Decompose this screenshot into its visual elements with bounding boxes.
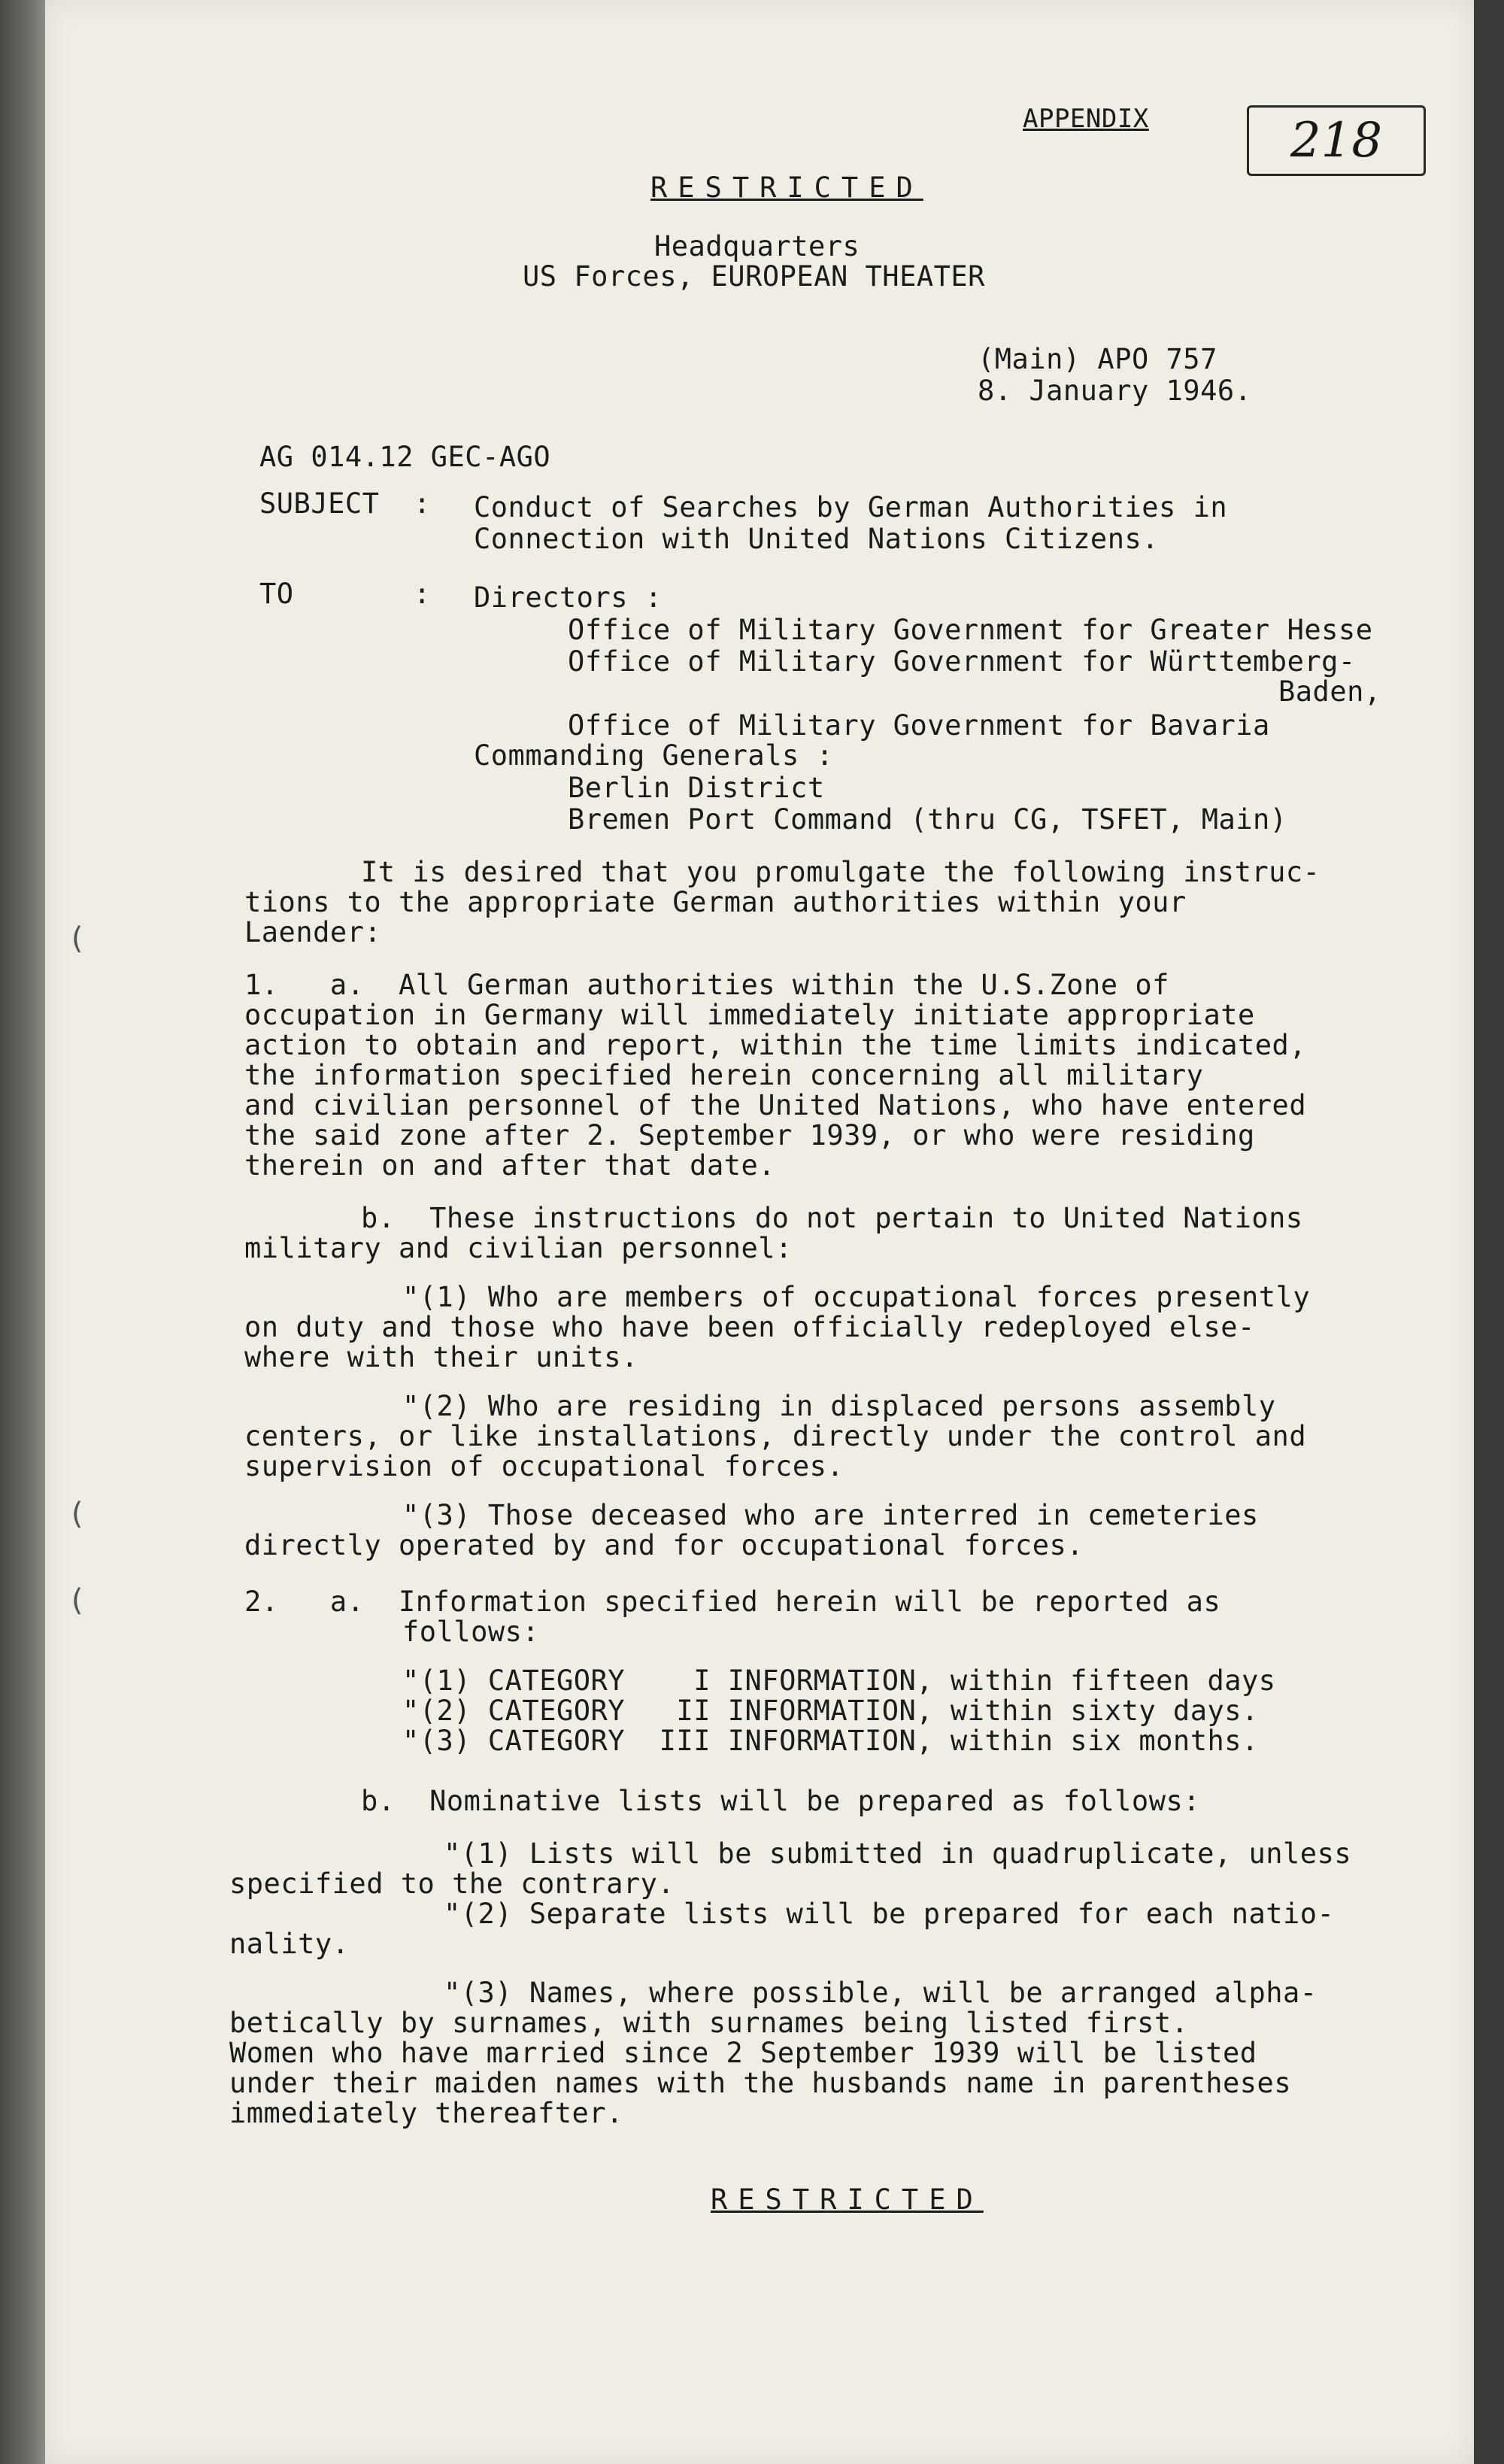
- para-1a-line: the information specified herein concerning all military: [244, 1059, 1204, 1091]
- classification-top: RESTRICTED: [650, 171, 923, 204]
- category-line: "(2) CATEGORY II INFORMATION, within sixty days.: [402, 1695, 1259, 1727]
- para-1b2-line: supervision of occupational forces.: [244, 1450, 844, 1482]
- para-1b-line: military and civilian personnel:: [244, 1232, 793, 1264]
- para-2b-line: immediately thereafter.: [229, 2097, 623, 2129]
- para-1a-line: therein on and after that date.: [244, 1149, 776, 1182]
- memo-date: 8. January 1946.: [978, 375, 1252, 407]
- classification-bottom: RESTRICTED: [711, 2183, 984, 2216]
- hq-line2: US Forces, EUROPEAN THEATER: [523, 260, 985, 293]
- document-page: [45, 0, 1474, 2464]
- para-1b1-line: where with their units.: [244, 1341, 638, 1373]
- to-label: TO :: [259, 578, 431, 610]
- para-2b-line: nality.: [229, 1928, 350, 1960]
- recipient-line: Baden,: [1278, 675, 1381, 708]
- para-2b-line: b. Nominative lists will be prepared as follows:: [361, 1785, 1201, 1817]
- recipient-line: Directors :: [474, 581, 663, 614]
- file-reference: AG 014.12 GEC-AGO: [259, 441, 551, 473]
- binding-edge: [0, 0, 45, 2464]
- para-1b3-line: directly operated by and for occupational forces.: [244, 1529, 1084, 1561]
- category-line: "(1) CATEGORY I INFORMATION, within fifteen days: [402, 1664, 1276, 1697]
- para-2b-line: "(3) Names, where possible, will be arranged alpha-: [444, 1977, 1318, 2009]
- intro-line: It is desired that you promulgate the following instruc-: [361, 856, 1321, 888]
- para-2a-line: 2. a. Information specified herein will be reported as: [244, 1586, 1221, 1618]
- punch-hole-mark: (: [68, 921, 86, 956]
- para-2b-line: "(1) Lists will be submitted in quadruplicate, unless: [444, 1837, 1352, 1870]
- apo-line: (Main) APO 757: [978, 343, 1217, 375]
- recipient-line: Commanding Generals :: [474, 739, 834, 772]
- para-2b-line: "(2) Separate lists will be prepared for each natio-: [444, 1898, 1335, 1930]
- para-2b-line: under their maiden names with the husbands name in parentheses: [229, 2067, 1292, 2099]
- para-1a-line: and civilian personnel of the United Nations, who have entered: [244, 1089, 1307, 1121]
- para-1a-line: action to obtain and report, within the time limits indicated,: [244, 1029, 1307, 1061]
- intro-line: Laender:: [244, 916, 382, 948]
- recipient-line: Office of Military Government for Württemberg-: [568, 645, 1356, 678]
- para-1a-line: occupation in Germany will immediately initiate appropriate: [244, 999, 1255, 1031]
- para-1b2-line: centers, or like installations, directly under the control and: [244, 1420, 1307, 1452]
- para-1a-line: 1. a. All German authorities within the U.S.Zone of: [244, 969, 1169, 1001]
- recipient-line: Office of Military Government for Greater Hesse: [568, 614, 1373, 646]
- punch-hole-mark: (: [68, 1497, 86, 1531]
- punch-hole-mark: (: [68, 1583, 86, 1618]
- subject-line2: Connection with United Nations Citizens.: [474, 523, 1160, 555]
- para-2b-line: betically by surnames, with surnames being listed first.: [229, 2007, 1189, 2039]
- category-line: "(3) CATEGORY III INFORMATION, within six months.: [402, 1725, 1259, 1757]
- para-1b2-line: "(2) Who are residing in displaced persons assembly: [402, 1390, 1276, 1422]
- para-1b-line: b. These instructions do not pertain to United Nations: [361, 1202, 1303, 1234]
- recipient-line: Bremen Port Command (thru CG, TSFET, Main): [568, 803, 1287, 836]
- para-2b-line: Women who have married since 2 September 1939 will be listed: [229, 2037, 1257, 2069]
- para-1b1-line: "(1) Who are members of occupational forces presently: [402, 1281, 1311, 1313]
- subject-line1: Conduct of Searches by German Authorities in: [474, 491, 1228, 523]
- recipient-line: Office of Military Government for Bavaria: [568, 709, 1270, 742]
- page-number-stamp: 218: [1247, 105, 1426, 176]
- appendix-label: APPENDIX: [1023, 104, 1149, 134]
- recipient-line: Berlin District: [568, 772, 825, 804]
- para-2a-line: follows:: [402, 1616, 540, 1648]
- para-1b1-line: on duty and those who have been officially redeployed else-: [244, 1311, 1255, 1343]
- hq-line1: Headquarters: [654, 230, 860, 262]
- subject-label: SUBJECT :: [259, 487, 431, 520]
- para-2b-line: specified to the contrary.: [229, 1868, 675, 1900]
- para-1a-line: the said zone after 2. September 1939, or who were residing: [244, 1119, 1255, 1152]
- para-1b3-line: "(3) Those deceased who are interred in cemeteries: [402, 1499, 1259, 1531]
- intro-line: tions to the appropriate German authorities within your: [244, 886, 1187, 918]
